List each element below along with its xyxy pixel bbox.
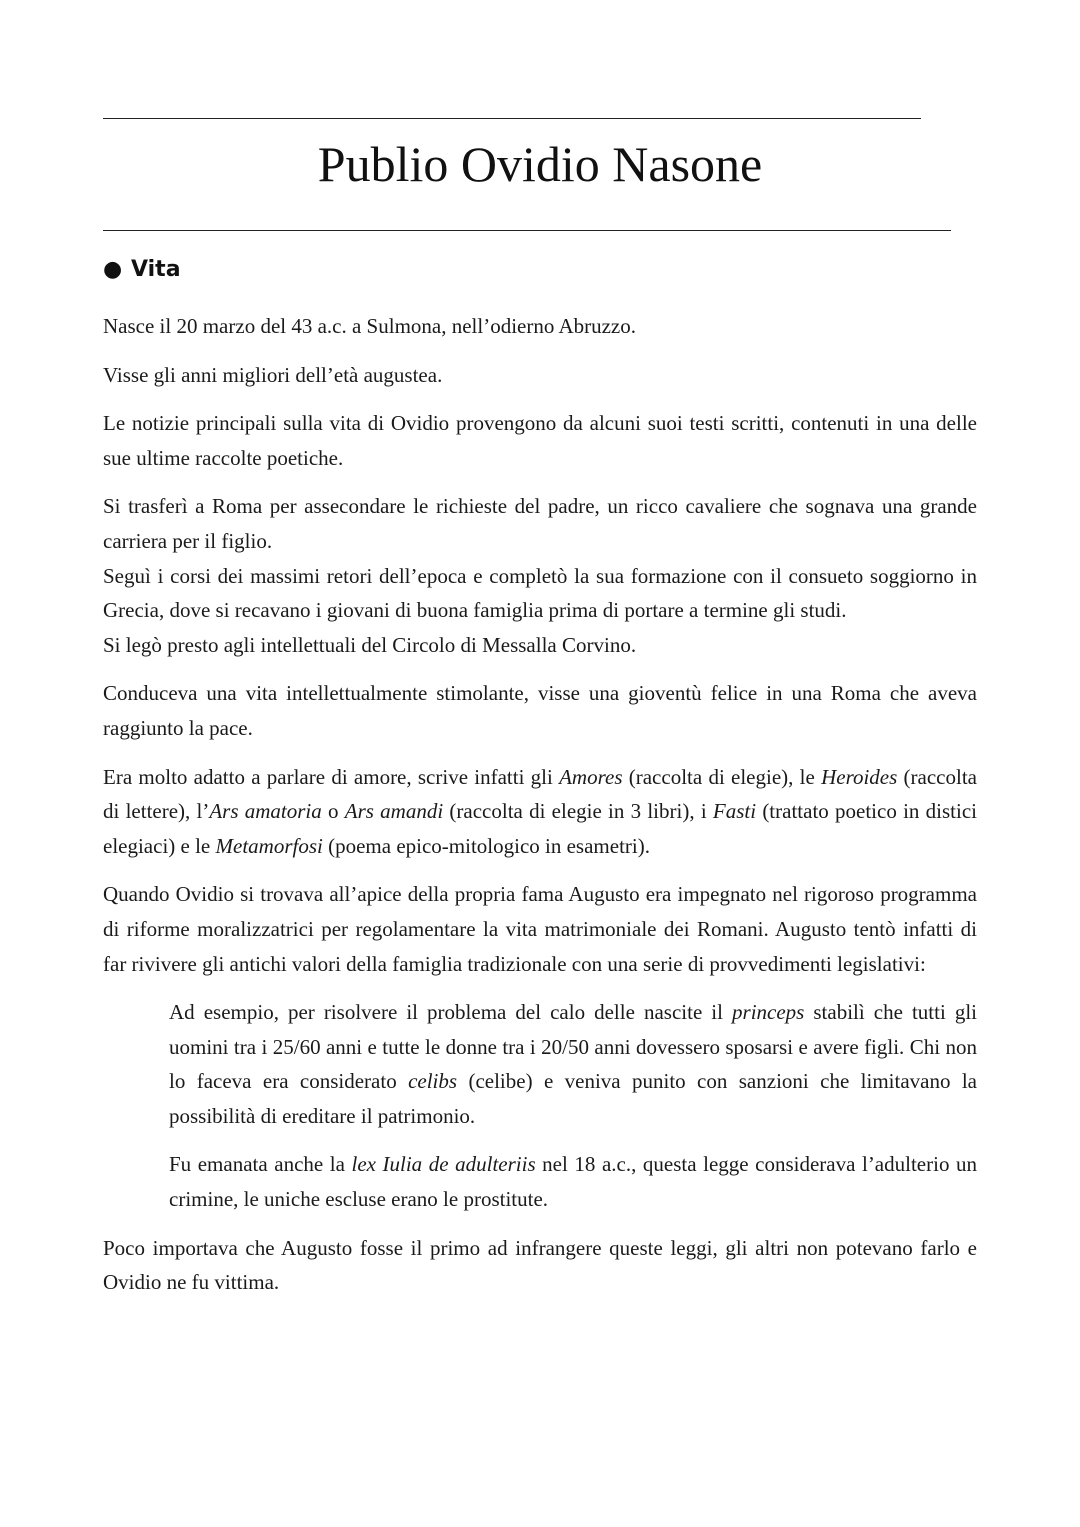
work-title: Ars amandi <box>344 799 444 824</box>
paragraph-works: Era molto adatto a parlare di amore, scrive infatti gli Amores (raccolta di elegie), le Heroides (raccolta di lettere), l’Ars amatoria o Ars amandi (raccolta di elegie in 3 libri), i Fasti (trattato poetico in distici elegiaci) e le Metamorfosi (poema epico-mitologico in esametri). <box>103 764 977 858</box>
section-heading <box>103 254 181 286</box>
paragraph-studies: Seguì i corsi dei massimi retori dell’epoca e completò la sua formazione con il consueto soggiorno in Grecia, dove si recavano i giovani di buona famiglia prima di portare a termine gli studi. <box>103 563 977 623</box>
work-title: Amores <box>559 764 623 789</box>
document-title: Publio Ovidio Nasone <box>317 136 763 192</box>
paragraph-youth: Conduceva una vita intellettualmente stimolante, visse una gioventù felice in una Roma che aveva raggiunto la pace. <box>103 681 977 740</box>
work-title: Heroides <box>821 764 898 789</box>
latin-term: celibs <box>408 1069 458 1094</box>
latin-term: lex Iulia de adulteriis <box>351 1152 536 1177</box>
title-top-rule <box>103 118 921 119</box>
title-bottom-rule <box>103 230 951 231</box>
paragraph-conclusion: Poco importava che Augusto fosse il primo ad infrangere queste leggi, gli altri non potevano farlo e Ovidio ne fu vittima. <box>103 1235 977 1295</box>
paragraph-lex-iulia: Fu emanata anche la lex Iulia de adulteriis nel 18 a.c., questa legge considerava l’adulterio un crimine, le uniche escluse erano le prostitute. <box>169 1152 978 1212</box>
bullet-icon: ● <box>103 257 123 282</box>
paragraph-messalla: Si legò presto agli intellettuali del Circolo di Messalla Corvino. <box>103 632 637 657</box>
paragraph-birth: Nasce il 20 marzo del 43 a.c. a Sulmona, nell’odierno Abruzzo. <box>103 314 636 338</box>
work-title: Fasti <box>712 799 757 824</box>
paragraph-augustan-age: Visse gli anni migliori dell’età augustea. <box>103 362 443 387</box>
paragraph-rome: Si trasferì a Roma per assecondare le richieste del padre, un ricco cavaliere che sognava una grande carriera per il figlio. <box>103 494 977 553</box>
work-title: Metamorfosi <box>215 833 323 858</box>
document-body <box>103 309 977 1314</box>
latin-term: princeps <box>732 1000 805 1025</box>
paragraph-births-law: Ad esempio, per risolvere il problema del calo delle nascite il princeps stabilì che tutti gli uomini tra i 25/60 anni e tutte le donne tra i 20/50 anni dovessero sposarsi e avere figli. Chi non lo faceva era considerato celibs (celibe) e veniva punito con sanzioni che limitavano la possibilità di ereditare il patrimonio. <box>169 1000 978 1128</box>
section-heading-label: Vita <box>131 257 181 282</box>
paragraph-reforms: Quando Ovidio si trovava all’apice della propria fama Augusto era impegnato nel rigoroso programma di riforme moralizzatrici per regolamentare la vita matrimoniale dei Romani. Augusto tentò infatti di far rivivere gli antichi valori della famiglia tradizionale con una serie di provvedimenti legislativi: <box>103 882 977 976</box>
work-title: Ars amatoria <box>209 799 322 824</box>
paragraph-sources: Le notizie principali sulla vita di Ovidio provengono da alcuni suoi testi scritti, contenuti in una delle sue ultime raccolte poetiche. <box>103 411 977 470</box>
